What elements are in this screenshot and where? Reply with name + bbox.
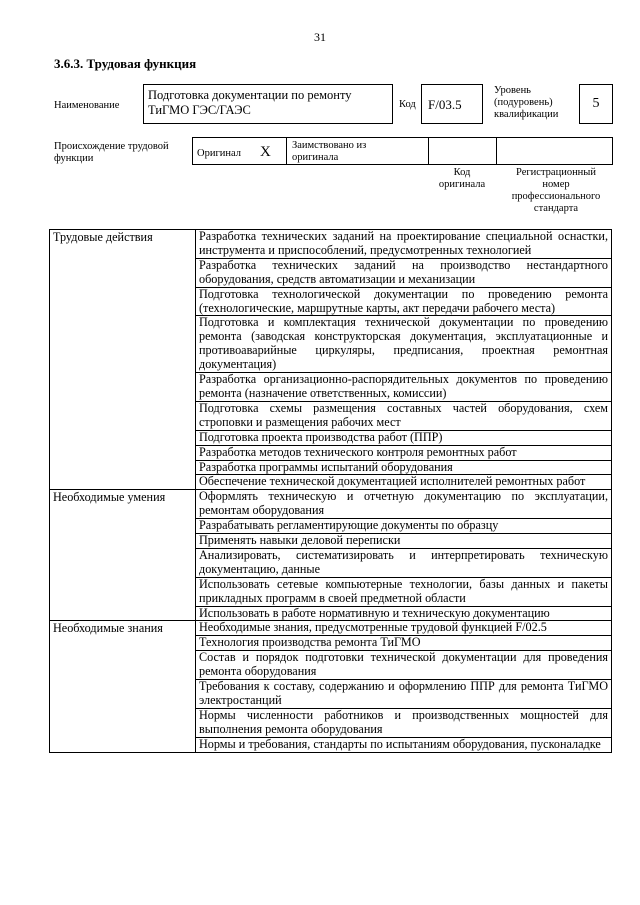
section-title-skills: Необходимые умения	[50, 490, 196, 621]
name-value-box	[143, 84, 393, 124]
origin-divider-2	[428, 138, 429, 164]
list-item: Подготовка технологической документации по проведению ремонта (технологические, маршрутные карты, акт передачи рабочего места)	[196, 287, 612, 316]
list-item: Подготовка проекта производства работ (ППР)	[196, 430, 612, 445]
list-item: Разработка методов технического контроля ремонтных работ	[196, 445, 612, 460]
list-item: Требования к составу, содержанию и оформлению ППР для ремонта ТиГМО электростанций	[196, 680, 612, 709]
original-mark: X	[260, 144, 271, 160]
name-label: Наименование	[54, 100, 120, 111]
list-item: Подготовка схемы размещения составных частей оборудования, схем строповки и размещения рабочих мест	[196, 401, 612, 430]
borrowed-label	[292, 140, 366, 164]
section-title-knowledge: Необходимые знания	[50, 621, 196, 752]
name-value-line1: Подготовка документации по ремонту	[148, 88, 352, 102]
list-item: Разработка программы испытаний оборудования	[196, 460, 612, 475]
reg-caption-line2: номер	[542, 179, 570, 190]
list-item: Технология производства ремонта ТиГМО	[196, 636, 612, 651]
level-label-line1: Уровень	[494, 85, 531, 96]
level-label-line2: (подуровень)	[494, 97, 553, 108]
reg-number-caption	[500, 167, 612, 215]
level-value-box	[579, 84, 613, 124]
list-item: Разрабатывать регламентирующие документы по образцу	[196, 519, 612, 534]
list-item: Использовать сетевые компьютерные технологии, базы данных и пакеты прикладных программ в своей предметной области	[196, 577, 612, 606]
page-number: 31	[314, 30, 326, 44]
list-item: Нормы и требования, стандарты по испытаниям оборудования, пусконаладке	[196, 737, 612, 752]
list-item: Нормы численности работников и производственных мощностей для выполнения ремонта оборудования	[196, 708, 612, 737]
name-value-line2: ТиГМО ГЭС/ГАЭС	[148, 103, 251, 117]
original-label: Оригинал	[197, 148, 241, 159]
level-value: 5	[592, 96, 600, 111]
section-title: 3.6.3. Трудовая функция	[54, 56, 197, 71]
origin-divider-3	[496, 138, 497, 164]
reg-caption-line4: стандарта	[533, 203, 579, 214]
list-item: Разработка организационно-распорядительных документов по проведению ремонта (назначение ответственных, комиссии)	[196, 373, 612, 402]
level-label	[494, 85, 558, 121]
code-value-box	[421, 84, 483, 124]
list-item: Разработка технических заданий на производство нестандартного оборудования, средств автоматизации и механизации	[196, 258, 612, 287]
borrowed-line1: Заимствовано из	[292, 140, 367, 151]
functions-table	[49, 229, 612, 753]
code-value: F/03.5	[428, 97, 462, 112]
origin-box	[192, 137, 613, 165]
code-caption-line1: Код	[453, 167, 471, 178]
list-item: Состав и порядок подготовки технической документации для проведения ремонта оборудования	[196, 651, 612, 680]
section-title-actions: Трудовые действия	[50, 230, 196, 490]
origin-label	[54, 141, 169, 165]
origin-label-line2: функции	[54, 153, 94, 164]
reg-caption-line3: профессионального	[511, 191, 601, 202]
code-original-caption	[428, 167, 496, 191]
list-item: Оформлять техническую и отчетную документацию по эксплуатации, ремонтам оборудования	[196, 490, 612, 519]
code-caption-line2: оригинала	[438, 179, 486, 190]
list-item: Подготовка и комплектация технической документации по проведению ремонта (заводская конструкторская документация, эксплуатационные и противоаварийные циркуляры, предписания, проектная ремонтная документация)	[196, 316, 612, 373]
list-item: Использовать в работе нормативную и техническую документацию	[196, 606, 612, 621]
list-item: Необходимые знания, предусмотренные трудовой функцией F/02.5	[196, 621, 612, 636]
origin-label-line1: Происхождение трудовой	[54, 141, 169, 152]
table-row	[50, 621, 612, 636]
level-label-line3: квалификации	[494, 109, 559, 120]
table-row	[50, 490, 612, 519]
list-item: Анализировать, систематизировать и интерпретировать техническую документацию, данные	[196, 548, 612, 577]
borrowed-line2: оригинала	[292, 152, 339, 163]
list-item: Разработка технических заданий на проектирование специальной оснастки, инструмента и приспособлений, предусмотренных технологией	[196, 230, 612, 259]
table-row	[50, 230, 612, 259]
origin-divider-1	[286, 138, 287, 164]
reg-caption-line1: Регистрационный	[516, 167, 596, 178]
list-item: Обеспечение технической документацией исполнителей ремонтных работ	[196, 475, 612, 490]
code-label: Код	[399, 99, 416, 110]
list-item: Применять навыки деловой переписки	[196, 534, 612, 549]
